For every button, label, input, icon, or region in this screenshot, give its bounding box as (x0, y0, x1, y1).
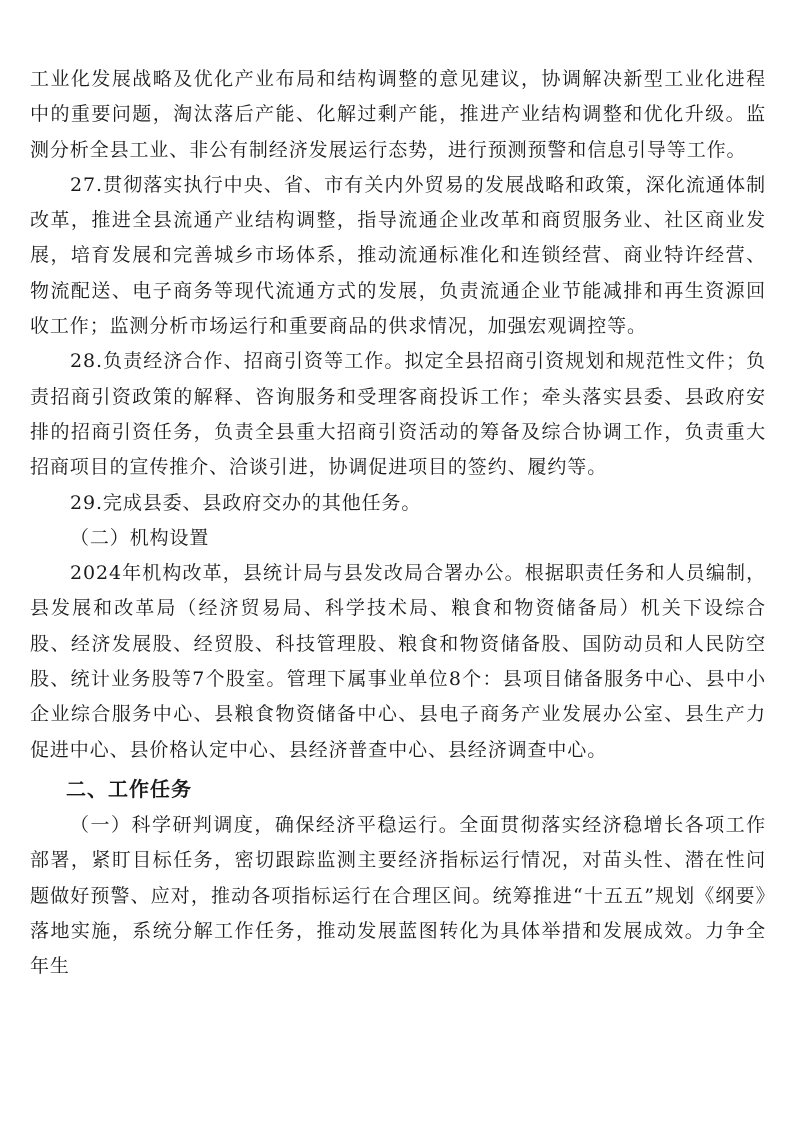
paragraph-item-27: 27.贯彻落实执行中央、省、市有关内外贸易的发展战略和政策，深化流通体制改革，推进全县流通产业结构调整，指导流通企业改革和商贸服务业、社区商业发展，培育发展和完善城乡市场体系，推动流通标准化和连锁经营、商业特许经营、物流配送、电子商务等现代流通方式的发展，负责流通企业节能减排和再生资源回收工作；监测分析市场运行和重要商品的供求情况，加强宏观调控等。 (30, 173, 766, 338)
paragraph-item-29: 29.完成县委、县政府交办的其他任务。 (70, 491, 422, 514)
document-page (30, 62, 766, 984)
section-heading-work-tasks: 二、工作任务 (66, 776, 192, 801)
paragraph-org-setup: 2024年机构改革，县统计局与县发改局合署办公。根据职责任务和人员编制，县发展和改革局（经济贸易局、科学技术局、粮食和物资储备局）机关下设综合股、经济发展股、经贸股、科技管理股、粮食和物资储备股、国防动员和人民防空股、统计业务股等7个股室。管理下属事业单位8个：县项目储备服务中心、县中小企业综合服务中心、县粮食物资储备中心、县电子商务产业发展办公室、县生产力促进中心、县价格认定中心、县经济普查中心、县经济调查中心。 (30, 562, 766, 761)
paragraph-task-1: （一）科学研判调度，确保经济平稳运行。全面贯彻落实经济稳增长各项工作部署，紧盯目标任务，密切跟踪监测主要经济指标运行情况，对苗头性、潜在性问题做好预警、应对，推动各项指标运行在合理区间。统筹推进“十五五”规划《纲要》落地实施，系统分解工作任务，推动发展蓝图转化为具体举措和发展成效。力争全年生 (30, 813, 766, 978)
paragraph-item-28: 28.负责经济合作、招商引资等工作。拟定全县招商引资规划和规范性文件；负责招商引资政策的解释、咨询服务和受理客商投诉工作；牵头落实县委、县政府安排的招商引资任务，负责全县重大招商引资活动的筹备及综合协调工作，负责重大招商项目的宣传推介、洽谈引进，协调促进项目的签约、履约等。 (30, 350, 766, 479)
section-heading-org-setup: （二）机构设置 (70, 526, 210, 549)
paragraph-intro: 工业化发展战略及优化产业布局和结构调整的意见建议，协调解决新型工业化进程中的重要问题，淘汰落后产能、化解过剩产能，推进产业结构调整和优化升级。监测分析全县工业、非公有制经济发展运行态势，进行预测预警和信息引导等工作。 (30, 68, 766, 161)
